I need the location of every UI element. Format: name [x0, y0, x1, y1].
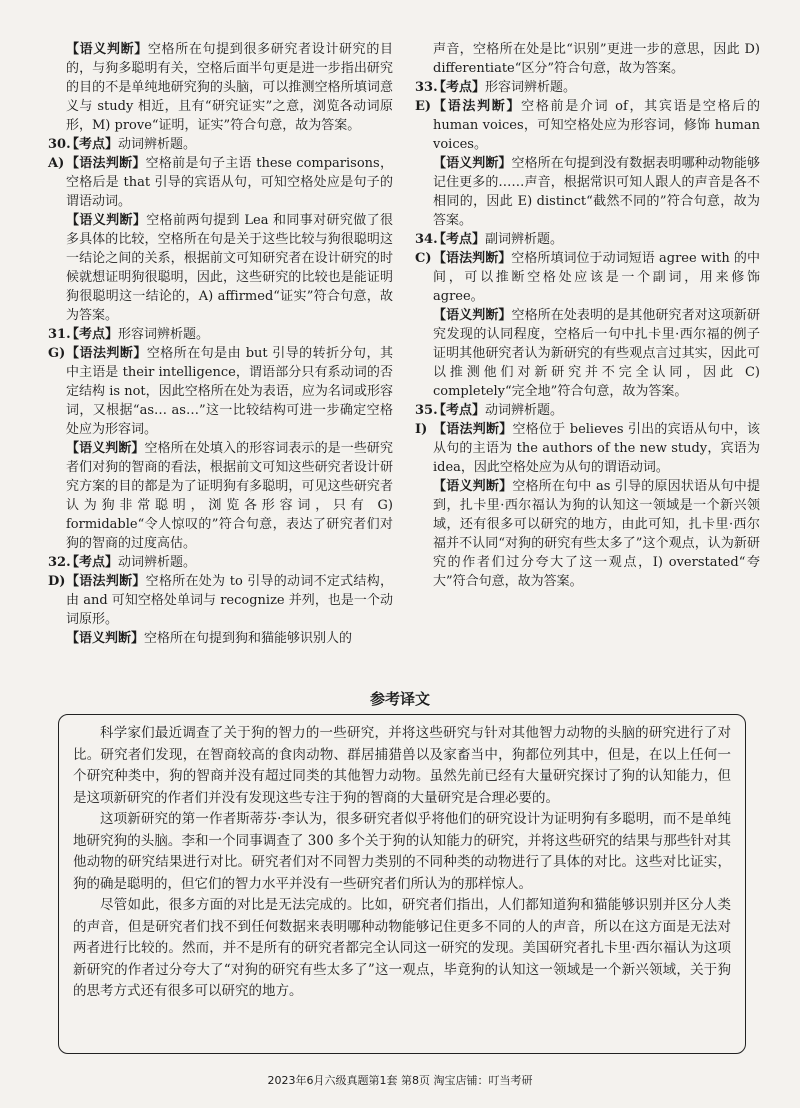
- topic-text: 动词辨析题。: [118, 555, 197, 570]
- grammar-tag: 【语法判断】: [66, 574, 146, 589]
- page-footer: 2023年6月六级真题第1套 第8页 淘宝店铺：叮当考研: [267, 1074, 533, 1087]
- semantic-text: 空格所在处表明的是其他研究者对这项新研究发现的认同程度，空格后一句中扎卡里·西尔福的例子证明其他研究者认为新研究的有些观点言过其实，因此可以推测他们对新研究并不完全认同，因此 C) completely“完全地”符合句意，故为答案。: [433, 308, 760, 399]
- question-number: 31.: [48, 327, 71, 342]
- question-number: 33.: [415, 80, 438, 95]
- semantic-text: 空格所在处填入的形容词表示的是一些研究者们对狗的智商的看法，根据前文可知这些研究者设计研究方案的目的都是为了证明狗有多聪明，可见这些研究者认为狗非常聪明，浏览各形容词，只有 G) formidable“令人惊叹的”符合句意，表达了研究者们对狗的智商的过度高估。: [66, 441, 393, 551]
- right-column: [415, 40, 760, 591]
- reference-title: 参考译文: [369, 690, 430, 708]
- answer-letter: C): [415, 251, 432, 266]
- topic-text: 动词辨析题。: [118, 137, 197, 152]
- question-number: 35.: [415, 403, 438, 418]
- answer-letter: E): [415, 99, 432, 114]
- q33-semantic: [415, 154, 760, 230]
- reference-paragraph: 这项新研究的第一作者斯蒂芬·李认为，很多研究者似乎将他们的研究设计为证明狗有多聪明，而不是单纯地研究狗的头脑。李和一个同事调查了 300 多个关于狗的认知能力的研究，并将这些研究的结果与那些针对其他动物的研究结果进行对比。研究者们对不同智力类别的不同种类的动物进行了具体的对比。这些对比证实，狗的确是聪明的，但它们的智力水平并没有一些研究者们所认为的那样惊人。: [73, 811, 731, 892]
- grammar-tag: 【语法判断】: [66, 346, 147, 361]
- q34-grammar: [415, 249, 760, 306]
- grammar-tag: 【语法判断】: [433, 99, 522, 114]
- q32-continuation: 声音，空格所在处是比“识别”更进一步的意思，因此 D) differentiate“区分”符合句意，故为答案。: [433, 42, 760, 76]
- semantic-text: 空格所在句提到没有数据表明哪种动物能够记住更多的……声音，根据常识可知人跟人的声音是各不相同的，因此 E) distinct“截然不同的”符合句意，故为答案。: [433, 156, 760, 228]
- q32-grammar: [48, 572, 393, 629]
- semantic-tag: 【语义判断】: [433, 479, 513, 494]
- topic-text: 副词辨析题。: [485, 232, 564, 247]
- topic-tag: 【考点】: [66, 137, 119, 152]
- topic-tag: 【考点】: [433, 80, 486, 95]
- q30-heading: [48, 135, 393, 154]
- semantic-text: 空格所在句中 as 引导的原因状语从句中提到，扎卡里·西尔福认为狗的认知这一领域是一个新兴领域，还有很多可以研究的地方，由此可知，扎卡里·西尔福并不认同“对狗的研究有些太多了”这个观点，认为新研究的作者们过分夸大了这一观点，I) overstated“夸大”符合句意，故为答案。: [433, 479, 760, 589]
- q31-grammar: [48, 344, 393, 439]
- reference-box: [58, 714, 746, 1054]
- q34-heading: [415, 230, 760, 249]
- q30-grammar: [48, 154, 393, 211]
- answer-letter: D): [48, 574, 66, 589]
- semantic-tag: 【语义判断】: [66, 631, 145, 646]
- grammar-text: 空格所填词位于动词短语 agree with 的中间，可以推断空格处应该是一个副词，用来修饰 agree。: [433, 251, 760, 304]
- q35-semantic: [415, 477, 760, 591]
- semantic-tag: 【语义判断】: [433, 156, 512, 171]
- semantic-tag: 【语义判断】: [66, 441, 145, 456]
- topic-tag: 【考点】: [433, 232, 486, 247]
- semantic-text: 空格所在句提到很多研究者设计研究的目的，与狗多聪明有关，空格后面半句更是进一步指出研究的目的不是单纯地研究狗的头脑，可以推测空格所填词意义与 study 相近，且有“研究证实”之意，浏览各动词原形，M) prove“证明，证实”符合句意，故为答案。: [66, 42, 393, 133]
- q32-semantic: [48, 629, 393, 648]
- grammar-tag: 【语法判断】: [433, 251, 512, 266]
- q35-grammar: [415, 420, 760, 477]
- topic-text: 形容词辨析题。: [485, 80, 577, 95]
- grammar-text: 空格位于 believes 引出的宾语从句中，该从句的主语为 the authors of the new study，宾语为 idea，因此空格处应为从句的谓语动词。: [433, 422, 760, 475]
- semantic-tag: 【语义判断】: [433, 308, 512, 323]
- grammar-text: 空格所在处为 to 引导的动词不定式结构，由 and 可知空格处单词与 recognize 并列，也是一个动词原形。: [66, 574, 393, 627]
- q33-heading: [415, 78, 760, 97]
- q31-semantic: [48, 439, 393, 553]
- q29-semantic-paragraph: [48, 40, 393, 135]
- grammar-tag: 【语法判断】: [433, 422, 513, 437]
- q35-heading: [415, 401, 760, 420]
- topic-tag: 【考点】: [66, 327, 119, 342]
- semantic-text: 空格所在句提到狗和猫能够识别人的: [144, 631, 353, 646]
- question-number: 34.: [415, 232, 438, 247]
- topic-text: 动词辨析题。: [485, 403, 564, 418]
- semantic-tag: 【语义判断】: [66, 42, 148, 57]
- topic-tag: 【考点】: [66, 555, 119, 570]
- question-number: 32.: [48, 555, 71, 570]
- semantic-tag: 【语义判断】: [66, 213, 147, 228]
- answer-letter: A): [48, 156, 65, 171]
- left-column: [48, 40, 393, 648]
- grammar-text: 空格前是句子主语 these comparisons，空格后是 that 引导的宾语从句，可知空格处应是句子的谓语动词。: [66, 156, 393, 209]
- grammar-text: 空格前是介词 of，其宾语是空格后的 human voices，可知空格处应为形容词，修饰 human voices。: [433, 99, 760, 152]
- q30-semantic: [48, 211, 393, 325]
- answer-letter: G): [48, 346, 66, 361]
- grammar-tag: 【语法判断】: [66, 156, 146, 171]
- topic-tag: 【考点】: [433, 403, 486, 418]
- q33-grammar: [415, 97, 760, 154]
- topic-text: 形容词辨析题。: [118, 327, 210, 342]
- q31-heading: [48, 325, 393, 344]
- semantic-text: 空格前两句提到 Lea 和同事对研究做了很多具体的比较，空格所在句是关于这些比较与狗很聪明这一结论之间的关系，根据前文可知研究者在设计研究的时候就想证明狗很聪明，因此，这些研究的比较也是能证明狗很聪明这一结论的，A) affirmed“证实”符合句意，故为答案。: [66, 213, 393, 323]
- answer-letter: I): [415, 422, 428, 437]
- q32-heading: [48, 553, 393, 572]
- reference-paragraph: 科学家们最近调查了关于狗的智力的一些研究，并将这些研究与针对其他智力动物的头脑的研究进行了对比。研究者们发现，在智商较高的食肉动物、群居捕猎兽以及家畜当中，狗都位列其中，但是，在以上任何一个研究种类中，狗的智商并没有超过同类的其他智力动物。虽然先前已经有大量研究探讨了狗的认知能力，但是这项新研究的作者们并没有发现这些专注于狗的智商的大量研究是合理必要的。: [73, 725, 731, 806]
- q34-semantic: [415, 306, 760, 401]
- question-number: 30.: [48, 137, 71, 152]
- grammar-text: 空格所在句是由 but 引导的转折分句，其中主语是 their intelligence，谓语部分只有系动词的否定结构 is not，因此空格所在处为表语，应为名词或形容词，又根据“as… as…”这一比较结构可进一步确定空格处应为形容词。: [66, 346, 393, 437]
- reference-paragraph: 尽管如此，很多方面的对比是无法完成的。比如，研究者们指出，人们都知道狗和猫能够识别并区分人类的声音，但是研究者们找不到任何数据来表明哪种动物能够记住更多不同的人的声音，所以在这方面是无法对两者进行比较的。然而，并不是所有的研究者都完全认同这一研究的发现。美国研究者扎卡里·西尔福认为这项新研究的作者过分夸大了“对狗的研究有些太多了”这一观点，毕竟狗的认知这一领域是一个新兴领域，关于狗的思考方式还有很多可以研究的地方。: [73, 897, 731, 999]
